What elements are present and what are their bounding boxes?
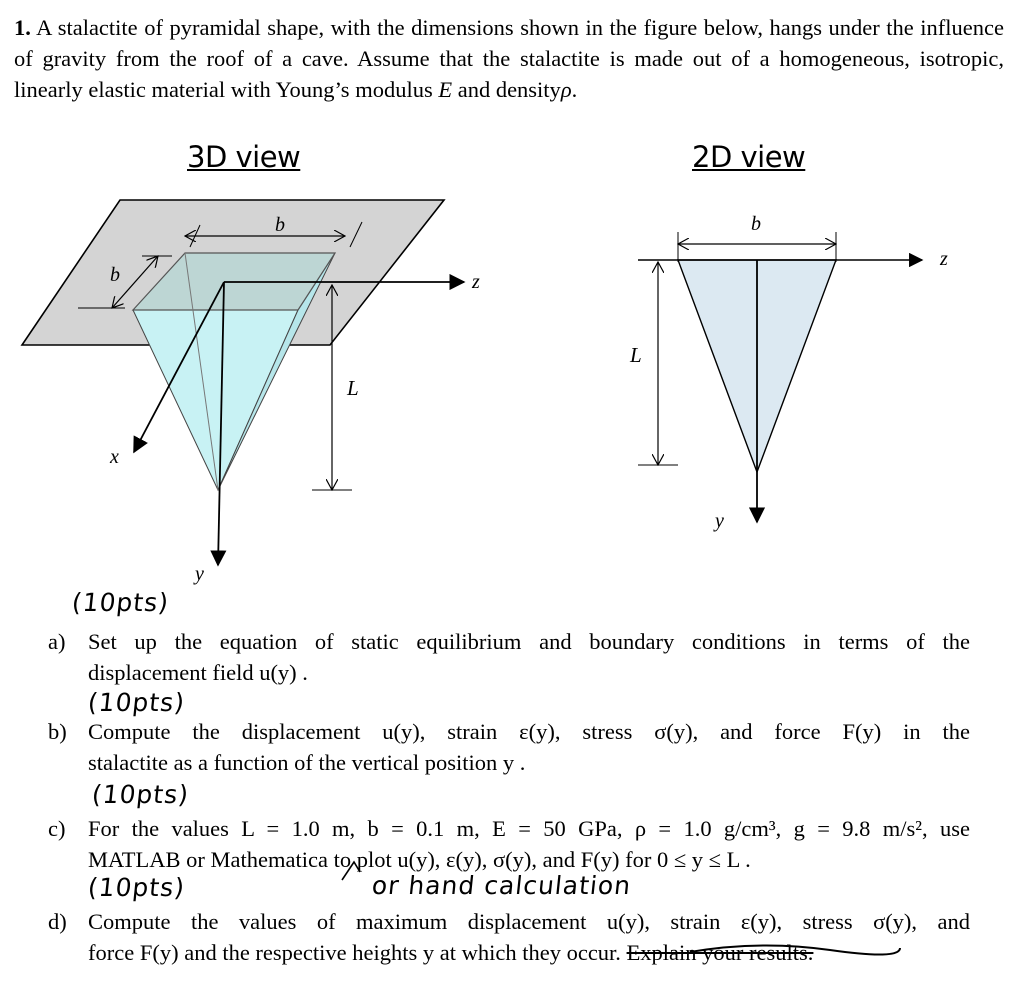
label-b-left: b (110, 264, 120, 286)
part-a-label: a) (48, 629, 66, 654)
problem-number: 1. (14, 15, 31, 40)
label-L-3d: L (347, 376, 359, 400)
label-b-top: b (275, 214, 285, 236)
part-d-line1: Compute the values of maximum displacement u(y), strain ε(y), stress σ(y), and (88, 909, 970, 934)
label-z-2d: z (940, 248, 948, 270)
part-a (48, 626, 970, 688)
part-c-line2: MATLAB or Mathematica to plot u(y), ε(y), σ(y), and F(y) for 0 ≤ y ≤ L . (88, 847, 751, 872)
handwritten-points-a: (10pts) (70, 588, 171, 617)
label-y-3d: y (195, 563, 204, 585)
handwritten-points-b: (10pts) (86, 688, 187, 717)
view-2d-title: 2D view (692, 140, 806, 174)
view-3d-title: 3D view (187, 140, 301, 174)
handwritten-points-d: (10pts) (86, 873, 187, 902)
part-d (48, 906, 970, 968)
handwritten-note-calculation: or hand calculation (370, 871, 633, 900)
label-y-2d: y (715, 510, 724, 532)
part-b-label: b) (48, 719, 67, 744)
part-a-line1: Set up the equation of static equilibrium and boundary conditions in terms of the (88, 629, 970, 654)
label-z-3d: z (472, 271, 480, 293)
part-d-struck-text: Explain your results. (626, 940, 814, 965)
label-b-2d: b (751, 213, 761, 235)
label-L-2d: L (630, 343, 642, 367)
intro-end: . (571, 77, 578, 102)
label-x-3d: x (110, 446, 119, 468)
part-a-line2: displacement field u(y) . (88, 660, 308, 685)
intro-symbol-E: E (438, 77, 453, 102)
part-d-line2: force F(y) and the respective heights y at which they occur. (88, 940, 627, 965)
part-b (48, 716, 970, 778)
handwritten-points-c: (10pts) (90, 780, 191, 809)
part-b-line1: Compute the displacement u(y), strain ε(y), stress σ(y), and force F(y) in the (88, 719, 970, 744)
intro-text-density: and density (452, 77, 561, 102)
pyramid-face-front (133, 310, 298, 490)
intro-symbol-rho: ρ (560, 77, 572, 102)
part-b-line2: stalactite as a function of the vertical position y . (88, 750, 526, 775)
part-d-label: d) (48, 909, 67, 934)
part-c-label: c) (48, 816, 66, 841)
part-c (48, 813, 970, 875)
part-c-line1: For the values L = 1.0 m, b = 0.1 m, E = 50 GPa, ρ = 1.0 g/cm³, g = 9.8 m/s², use (88, 816, 970, 841)
intro-text: A stalactite of pyramidal shape, with the dimensions shown in the figure below, hangs under the influence of gravity from the roof of a cave. Assume that the stalactite is made out of a homogeneous, isotropic, linearly elastic material with Young’s modulus (14, 15, 1004, 102)
